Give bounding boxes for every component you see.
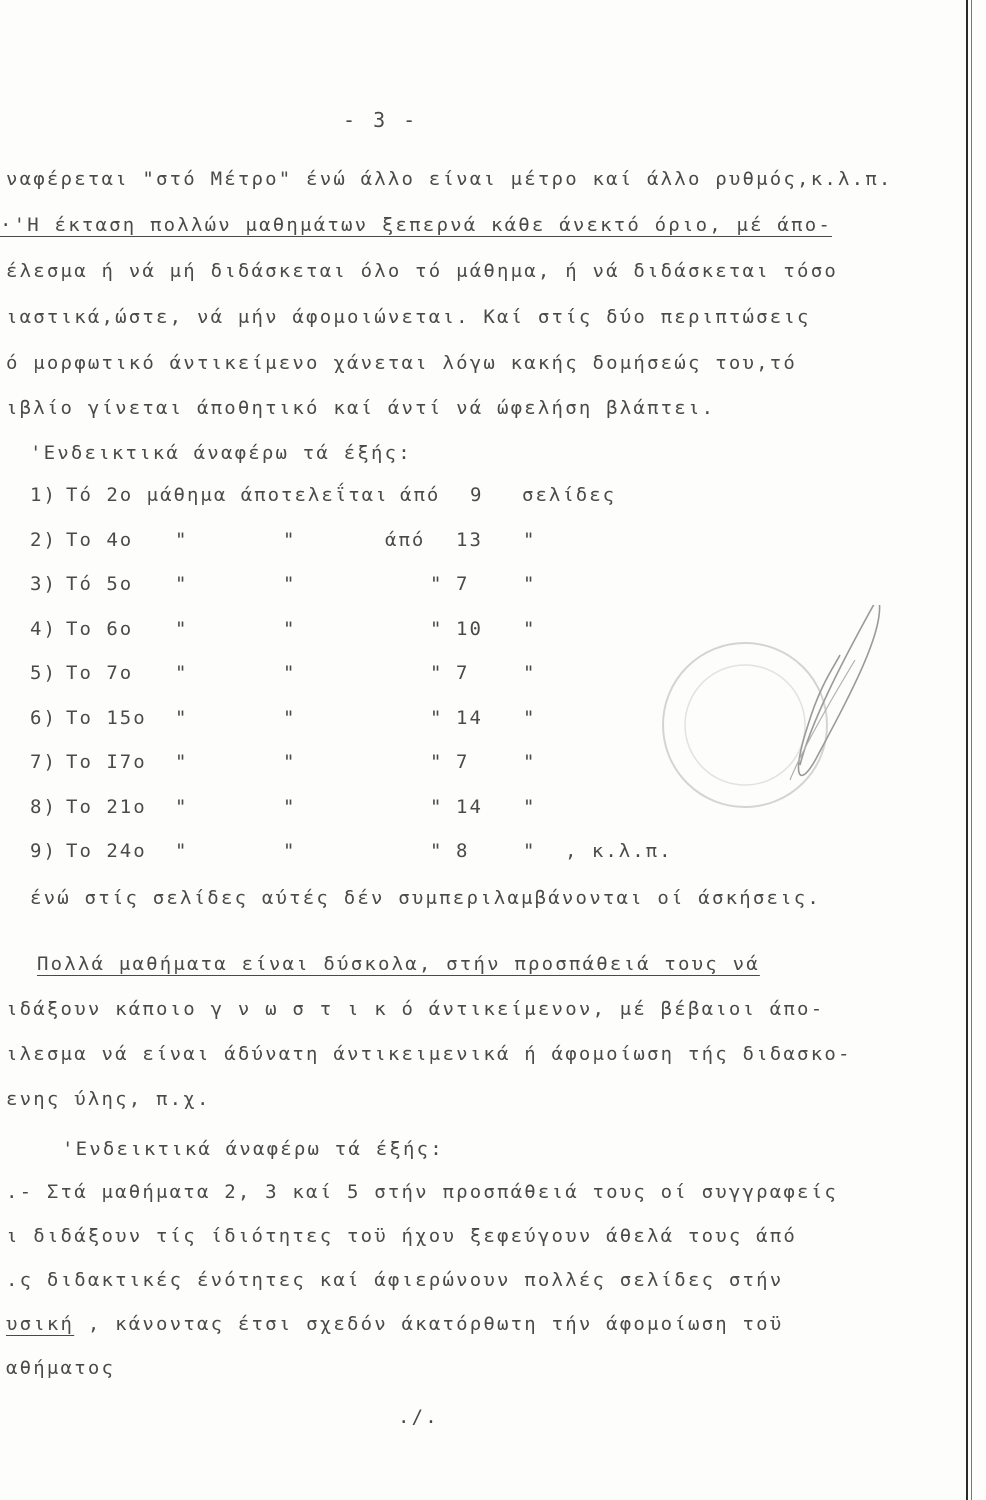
list-num: 1) [30, 484, 57, 506]
list-pre: " [430, 573, 444, 595]
list-q3: " [523, 662, 537, 684]
list-num: 5) [30, 662, 57, 684]
paragraph2-line: ιλεσμα νά είναι άδύνατη άντικειμενικά ή άφομοίωση τής διδασκο- [6, 1043, 852, 1065]
list-pages: 8 [456, 840, 470, 862]
list-name: Το 21ο [66, 795, 147, 818]
list-pages: 9 [470, 484, 484, 506]
list-pre: " [430, 840, 444, 862]
list-q2: " [283, 662, 297, 684]
list-name: Το 15ο [66, 706, 147, 729]
list-name: Τό 5ο [66, 573, 134, 595]
underlined-word: υσική [6, 1313, 75, 1335]
list-name: Το 6ο [66, 617, 134, 640]
continuation-mark: ./. [398, 1406, 439, 1428]
list-q1: " [175, 617, 189, 640]
list-pages: 10 [456, 617, 483, 640]
paragraph3-line: ι διδάξουν τίς ίδιότητες τοϋ ήχου ξεφεύγουν άθελά τους άπό [6, 1225, 798, 1247]
list-q2: " [283, 751, 297, 773]
stamp-signature-graphic [650, 605, 890, 835]
list-pre: " [430, 795, 444, 818]
paragraph1-line: ναφέρεται "στό Μέτρο" ένώ άλλο είναι μέτρο καί άλλο ρυθμός,κ.λ.π. [6, 168, 893, 190]
paragraph1-line: ό μορφωτικό άντικείμενο χάνεται λόγω κακής δομήσεώς του,τό [6, 352, 798, 374]
list-q3: " [523, 840, 537, 862]
list-q3: " [523, 617, 537, 640]
list-name: Το 24ο [66, 840, 147, 862]
underlined-text: Πολλά μαθήματα είναι δύσκολα, στήν προσπάθειά τους νά [37, 953, 760, 975]
list-pre: άπό [385, 528, 426, 551]
list-name: Το 4ο [66, 528, 134, 551]
paragraph1-line: ιαστικά,ώστε, νά μήν άφομοιώνεται. Καί στίς δύο περιπτώσεις [6, 306, 811, 328]
list-q3: " [523, 795, 537, 818]
paragraph1-line [0, 214, 832, 236]
list-q3: " [523, 528, 537, 551]
paragraph2-line: ιδάξουν κάποιο γ ν ω σ τ ι κ ό άντικείμενον, μέ βέβαιοι άπο- [6, 998, 825, 1020]
list-pages: 7 [456, 751, 470, 773]
paragraph1-line: ιβλίο γίνεται άποθητικό καί άντί νά ώφελήση βλάπτει. [6, 397, 716, 419]
list-q2: " [283, 795, 297, 818]
list-item [0, 840, 980, 866]
paragraph3-line: αθήματος [6, 1357, 116, 1379]
list-tail: , κ.λ.π. [565, 840, 673, 862]
list-pages: 13 [456, 528, 483, 551]
list-pre: " [430, 662, 444, 684]
after-list-text: ένώ στίς σελίδες αύτές δέν συμπεριλαμβάνονται οί άσκήσεις. [30, 887, 822, 909]
list-q3: σελίδες [522, 484, 617, 506]
list-q1: " [175, 840, 189, 862]
list-q1: " [175, 706, 189, 729]
list-pages: 7 [456, 573, 470, 595]
paragraph2-line: ενης ύλης, π.χ. [6, 1088, 211, 1110]
paragraph3-line: .ς διδακτικές ένότητες καί άφιερώνουν πολλές σελίδες στήν [6, 1269, 784, 1291]
list-item [0, 484, 980, 510]
list-num: 9) [30, 840, 57, 862]
list-intro-2: 'Ενδεικτικά άναφέρω τά έξής: [62, 1138, 444, 1160]
list-name: Το 7ο [66, 662, 134, 684]
list-q2: " [283, 840, 297, 862]
list-q1: " [175, 751, 189, 773]
list-intro: 'Ενδεικτικά άναφέρω τά έξής: [30, 442, 412, 464]
list-num: 2) [30, 528, 57, 551]
list-pages: 14 [456, 795, 483, 818]
list-item [0, 529, 980, 555]
list-name: Τό 2ο μάθημα άποτελεΐται [66, 484, 389, 506]
list-q3: " [523, 706, 537, 729]
list-pages: 14 [456, 706, 483, 729]
list-q1: " [175, 795, 189, 818]
list-q3: " [523, 751, 537, 773]
page-edge-shadow [971, 0, 972, 1500]
underlined-text: ·'Η έκταση πολλών μαθημάτων ξεπερνά κάθε άνεκτό όριο, μέ άπο- [0, 214, 832, 236]
page-edge [966, 0, 968, 1500]
list-q1: " [175, 573, 189, 595]
list-num: 3) [30, 573, 57, 595]
list-q1: " [175, 662, 189, 684]
list-pre: " [430, 617, 444, 640]
list-q2: " [283, 528, 297, 551]
list-num: 6) [30, 706, 57, 729]
list-pages: 7 [456, 662, 470, 684]
list-pre: άπό [400, 484, 441, 506]
list-pre: " [430, 706, 444, 729]
list-q3: " [523, 573, 537, 595]
page-number: - 3 - [343, 108, 419, 132]
paragraph3-line: .- Στά μαθήματα 2, 3 καί 5 στήν προσπάθειά τους οί συγγραφείς [6, 1181, 838, 1203]
list-q1: " [175, 528, 189, 551]
list-q2: " [283, 573, 297, 595]
list-num: 4) [30, 617, 57, 640]
paragraph1-line: έλεσμα ή νά μή διδάσκεται όλο τό μάθημα, ή νά διδάσκεται τόσο [6, 260, 838, 282]
paragraph2-first-line [37, 953, 760, 975]
list-name: Το Ι7ο [66, 751, 147, 773]
list-q2: " [283, 617, 297, 640]
list-pre: " [430, 751, 444, 773]
paragraph3-rest: , κάνοντας έτσι σχεδόν άκατόρθωτη τήν άφομοίωση τοϋ [74, 1313, 784, 1335]
paragraph3-line [6, 1313, 783, 1335]
list-num: 8) [30, 795, 57, 818]
list-q2: " [283, 706, 297, 729]
list-item [0, 573, 980, 599]
list-num: 7) [30, 751, 57, 773]
